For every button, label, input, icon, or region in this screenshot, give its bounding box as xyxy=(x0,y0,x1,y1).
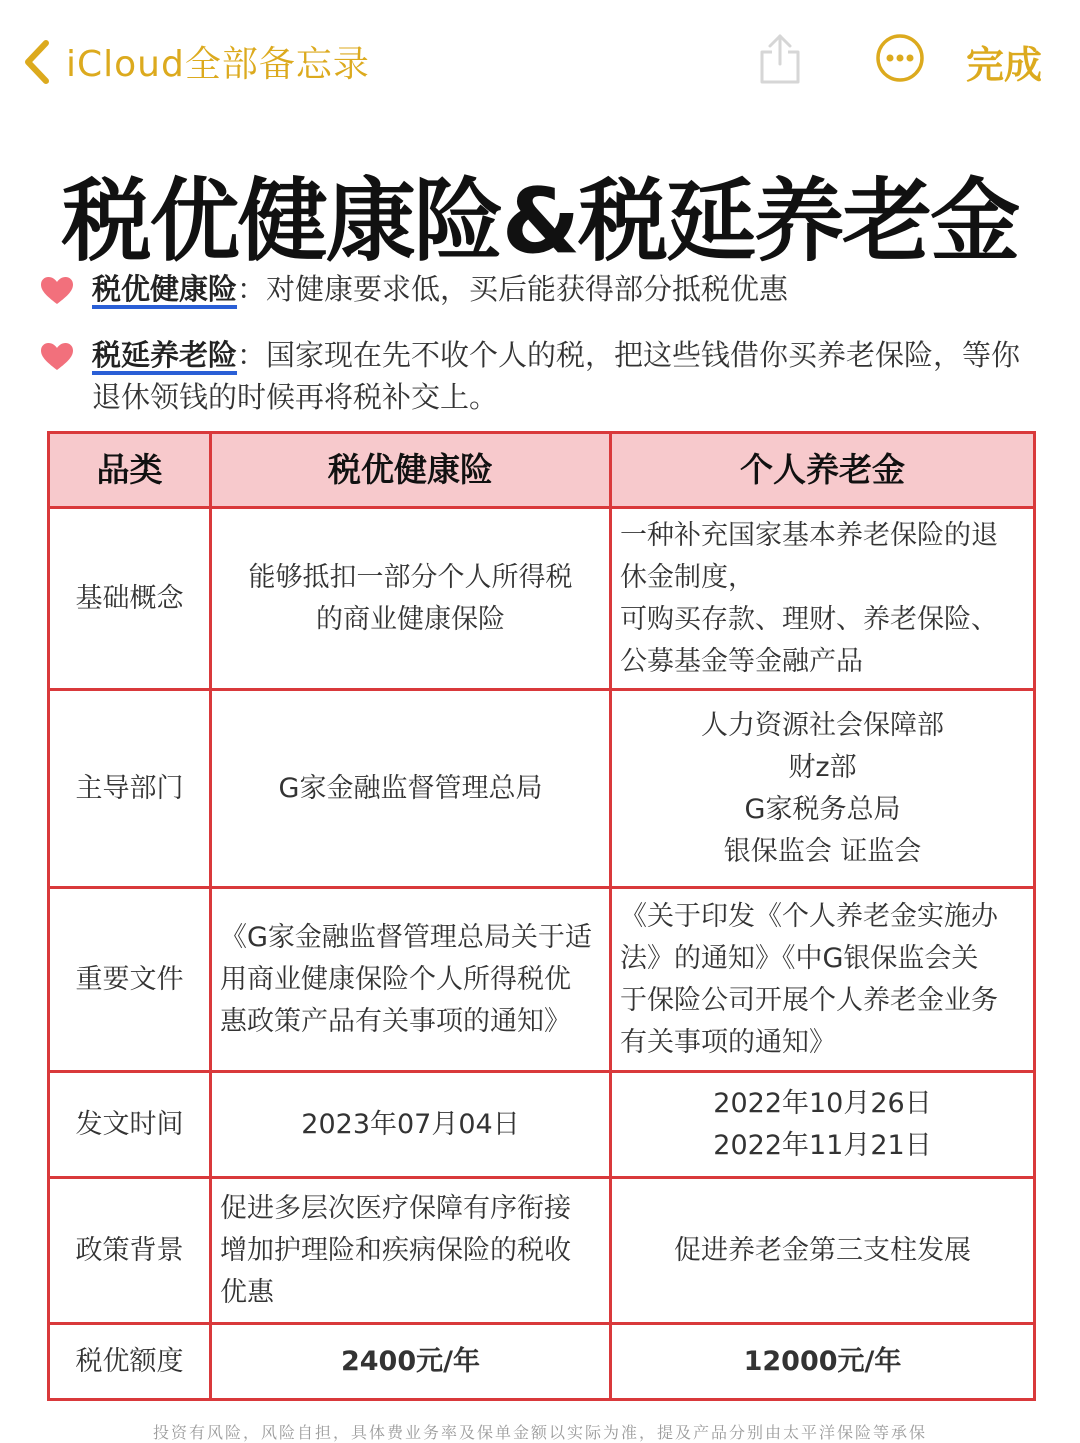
cell-col2 xyxy=(611,508,1035,690)
cell-col2 xyxy=(611,690,1035,888)
cell-line: 可购买存款、理财、养老保险、 xyxy=(620,603,998,635)
category-cell: 政策背景 xyxy=(49,1178,211,1324)
cell-line: 有关事项的通知》 xyxy=(620,1026,836,1058)
cell-line: 促进养老金第三支柱发展 xyxy=(674,1234,971,1266)
category-cell: 重要文件 xyxy=(49,888,211,1072)
cell-line: 公募基金等金融产品 xyxy=(620,645,863,677)
category-cell: 基础概念 xyxy=(49,508,211,690)
tax-limit-health: 2400元/年 xyxy=(211,1324,611,1400)
table-row xyxy=(49,690,1035,888)
cell-line: 于保险公司开展个人养老金业务 xyxy=(620,984,998,1016)
cell-line: 增加护理险和疾病保险的税收 xyxy=(220,1234,571,1266)
cell-line: 财z部 xyxy=(788,751,857,783)
heart-icon xyxy=(40,276,74,306)
back-button[interactable] xyxy=(18,36,370,87)
cell-col2 xyxy=(611,1178,1035,1324)
chevron-left-icon xyxy=(18,37,56,87)
cell-col1 xyxy=(211,888,611,1072)
cell-col2 xyxy=(611,1072,1035,1178)
tax-limit-pension: 12000元/年 xyxy=(611,1324,1035,1400)
cell-col1 xyxy=(211,1072,611,1178)
bullet-keyword: 税优健康险 xyxy=(92,272,238,306)
share-icon[interactable] xyxy=(752,26,808,86)
cell-line: 2023年07月04日 xyxy=(301,1108,520,1140)
cell-line: 惠政策产品有关事项的通知》 xyxy=(220,1005,571,1037)
cell-line: 《G家金融监督管理总局关于适 xyxy=(220,921,592,953)
column-header: 个人养老金 xyxy=(611,433,1035,508)
table-row xyxy=(49,1072,1035,1178)
bullet-keyword: 税延养老险 xyxy=(92,338,238,372)
column-header: 品类 xyxy=(49,433,211,508)
cell-line: 《关于印发《个人养老金实施办 xyxy=(620,900,998,932)
column-header: 税优健康险 xyxy=(211,433,611,508)
bullet-text: ：国家现在先不收个人的税，把这些钱借你买养老保险，等你退休领钱的时候再将税补交上。 xyxy=(92,338,1021,414)
table-row xyxy=(49,1178,1035,1324)
more-options-icon[interactable] xyxy=(874,32,926,84)
cell-line: 人力资源社会保障部 xyxy=(701,709,944,741)
cell-line: 2022年10月26日 xyxy=(713,1087,932,1119)
cell-col1 xyxy=(211,690,611,888)
cell-line: 优惠 xyxy=(220,1276,274,1308)
cell-line: 能够抵扣一部分个人所得税 xyxy=(248,561,573,593)
cell-line: 法》的通知》《中G银保监会关 xyxy=(620,942,979,974)
disclaimer-footer: 投资有风险，风险自担，具体费业务率及保单金额以实际为准，提及产品分别由太平洋保险等承保 xyxy=(152,1423,927,1442)
comparison-table xyxy=(47,431,1036,1401)
bullet-item xyxy=(40,268,1042,310)
cell-line: 促进多层次医疗保障有序衔接 xyxy=(220,1192,571,1224)
cell-line: G家金融监督管理总局 xyxy=(278,772,543,804)
table-header-row xyxy=(49,433,1035,508)
cell-col2 xyxy=(611,888,1035,1072)
nav-bar xyxy=(0,0,1080,120)
cell-line: 的商业健康保险 xyxy=(316,603,505,635)
cell-line: 用商业健康保险个人所得税优 xyxy=(220,963,571,995)
category-cell: 主导部门 xyxy=(49,690,211,888)
note-title: 税优健康险&税延养老金 xyxy=(61,169,1019,274)
cell-line: 休金制度， xyxy=(620,561,755,593)
cell-line: 银保监会 证监会 xyxy=(723,835,922,867)
cell-line: 一种补充国家基本养老保险的退 xyxy=(620,519,998,551)
heart-icon xyxy=(40,342,74,372)
table-row xyxy=(49,1324,1035,1400)
cell-col1 xyxy=(211,1178,611,1324)
category-cell: 发文时间 xyxy=(49,1072,211,1178)
back-label: iCloud全部备忘录 xyxy=(66,44,370,85)
bullet-text: ：对健康要求低，买后能获得部分抵税优惠 xyxy=(237,272,789,306)
cell-line: 2022年11月21日 xyxy=(713,1129,932,1161)
bullet-item xyxy=(40,334,1042,418)
cell-col1 xyxy=(211,508,611,690)
category-cell: 税优额度 xyxy=(49,1324,211,1400)
cell-line: G家税务总局 xyxy=(744,793,901,825)
table-row xyxy=(49,888,1035,1072)
done-button[interactable]: 完成 xyxy=(966,43,1043,87)
table-row xyxy=(49,508,1035,690)
